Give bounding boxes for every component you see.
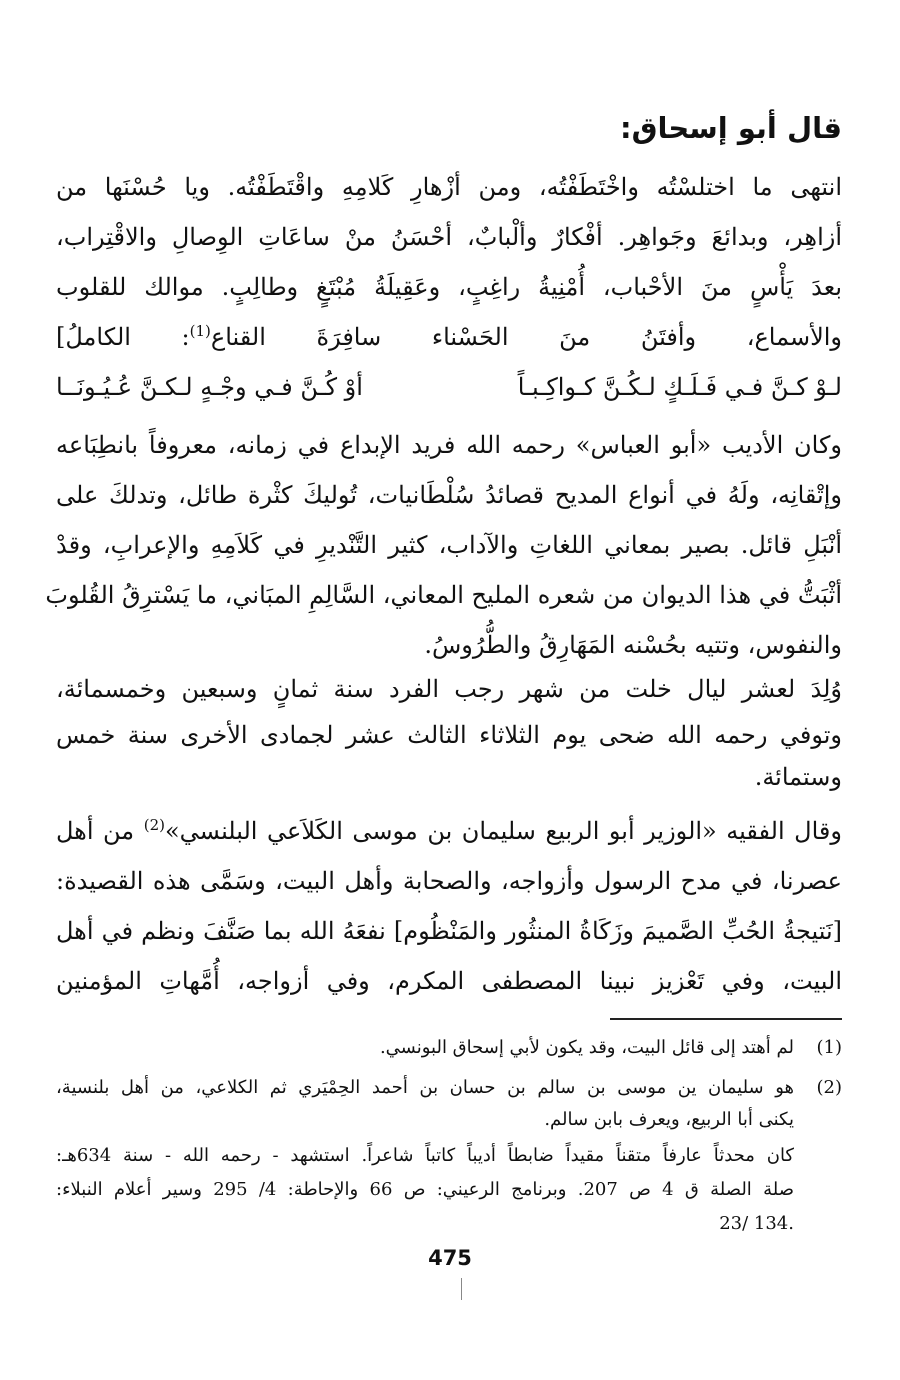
text-line: وكان الأديب «أبو العباس» رحمه الله فريد الإبداع في زمانه، معروفاً بانطِبَاعه <box>56 431 842 459</box>
text-line: أزاهِر، وبدائعَ وجَواهِر. أفْكارٌ وألْبابٌ، أحْسَنُ منْ ساعَاتِ الوِصالِ والاقْتِراب، <box>56 223 842 251</box>
footnote-line <box>56 1140 842 1172</box>
footnote-line <box>56 1208 842 1240</box>
text-span: والأسماع، وأفتَنُ منَ الحَسْناء سافِرَةَ القناع <box>210 323 843 351</box>
footnote-line <box>56 1174 842 1206</box>
footnote-text: هو سليمان ين موسى بن سالم بن حسان بن أحمد الحِمْيَري ثم الكلاعي، من أهل بلنسية، <box>56 1077 794 1098</box>
footnote-2 <box>56 1072 842 1104</box>
footnote-ref: (2) <box>143 816 165 834</box>
text-span: من أهل <box>56 817 144 845</box>
verse-hemistich-first: لـوْ كـنَّ فـي فَـلَـكٍ لـكُـنَّ كـواكِـبـاً <box>517 373 842 401</box>
text-line <box>56 806 842 856</box>
footnote-text: كان محدثاً عارفاً متقناً مقيداً ضابطاً أديباً كاتباً شاعراً. استشهد - رحمه الله - سنة 634هـ: <box>56 1145 794 1166</box>
text-span: وقال الفقيه «الوزير أبو الربيع سليمان بن موسى الكَلاَعي البلنسي» <box>164 817 842 845</box>
footnote-ref: (1) <box>189 322 211 340</box>
footnote-line <box>56 1104 842 1136</box>
footnote-text: لم أهتد إلى قائل البيت، وقد يكون لأبي إسحاق البونسي. <box>379 1037 794 1058</box>
text-line: وإتْقانِه، ولَهُ في أنواع المديح قصائدُ سُلْطَانيات، تُوليكَ كثْرة طائل، وتدلكَ على <box>56 481 842 509</box>
footnote-1 <box>56 1032 842 1064</box>
footnote-number: (2) <box>816 1077 842 1098</box>
text-line: البيت، وفي تَعْزيز نبينا المصطفى المكرم، وفي أزواجه، أُمَّهاتِ المؤمنين <box>56 967 842 995</box>
section-heading: قال أبو إسحاق: <box>619 111 842 145</box>
scan-mark <box>461 1278 462 1300</box>
text-line: بعدَ يَأْسٍ منَ الأحْباب، أُمْنِيةُ راغِبٍ، وعَقِيلَةُ مُبْتَغٍ وطالِبٍ. موالك للقلوب <box>56 273 842 301</box>
meter-label: : الكاملُ] <box>56 323 190 351</box>
text-line: والنفوس، وتتيه بحُسْنه المَهَارِقُ والطُّرُوسُ. <box>424 631 842 659</box>
text-line: انتهى ما اختلسْتُه واخْتَطَفْتُه، ومن أزْهارِ كَلامِهِ واقْتَطَفْتُه. ويا حُسْنَها من <box>56 173 842 201</box>
text-line: أثْبَتُّ في هذا الديوان من شعره المليح المعاني، السَّالِمِ المبَاني، ما يَسْترِقُ القُلوبَ <box>45 581 842 609</box>
text-line: وُلِدَ لعشر ليال خلت من شهر رجب الفرد سنة ثمانٍ وسبعين وخمسمائة، <box>56 675 842 703</box>
page-number: 475 <box>428 1246 472 1270</box>
text-line: عصرنا، في مدح الرسول وأزواجه، والصحابة وأهل البيت، وسَمَّى هذه القصيدة: <box>56 867 842 895</box>
footnote-text: يكنى أبا الربيع، ويعرف بابن سالم. <box>544 1109 794 1130</box>
footnote-text: .134 /23 <box>719 1213 794 1234</box>
poem-verse <box>56 362 842 412</box>
footnote-divider <box>610 1018 842 1020</box>
footnote-number: (1) <box>816 1037 842 1058</box>
text-line: وستمائة. <box>754 763 842 791</box>
text-line: [نَتيجةُ الحُبِّ الصَّميمَ وزَكَاةُ المنثُور والمَنْظُوم] نفعَهُ الله بما صَنَّفَ ونظم في أهل <box>56 917 842 945</box>
verse-hemistich-second: أوْ كُـنَّ فـي وجْـهٍ لـكـنَّ عُـيُـونَــا <box>56 373 363 401</box>
text-line <box>56 312 842 362</box>
footnote-text: صلة الصلة ق 4 ص 207. وبرنامج الرعيني: ص 66 والإحاطة: 4/ 295 وسير أعلام النبلاء: <box>56 1179 794 1200</box>
text-line: أنْبَلِ قائل. بصير بمعاني اللغاتِ والآداب، كثير التَّنْديرِ في كَلاَمِهِ والإعرابِ، وقدْ <box>56 531 842 559</box>
text-line: وتوفي رحمه الله ضحى يوم الثلاثاء الثالث عشر لجمادى الأخرى سنة خمس <box>56 721 842 749</box>
